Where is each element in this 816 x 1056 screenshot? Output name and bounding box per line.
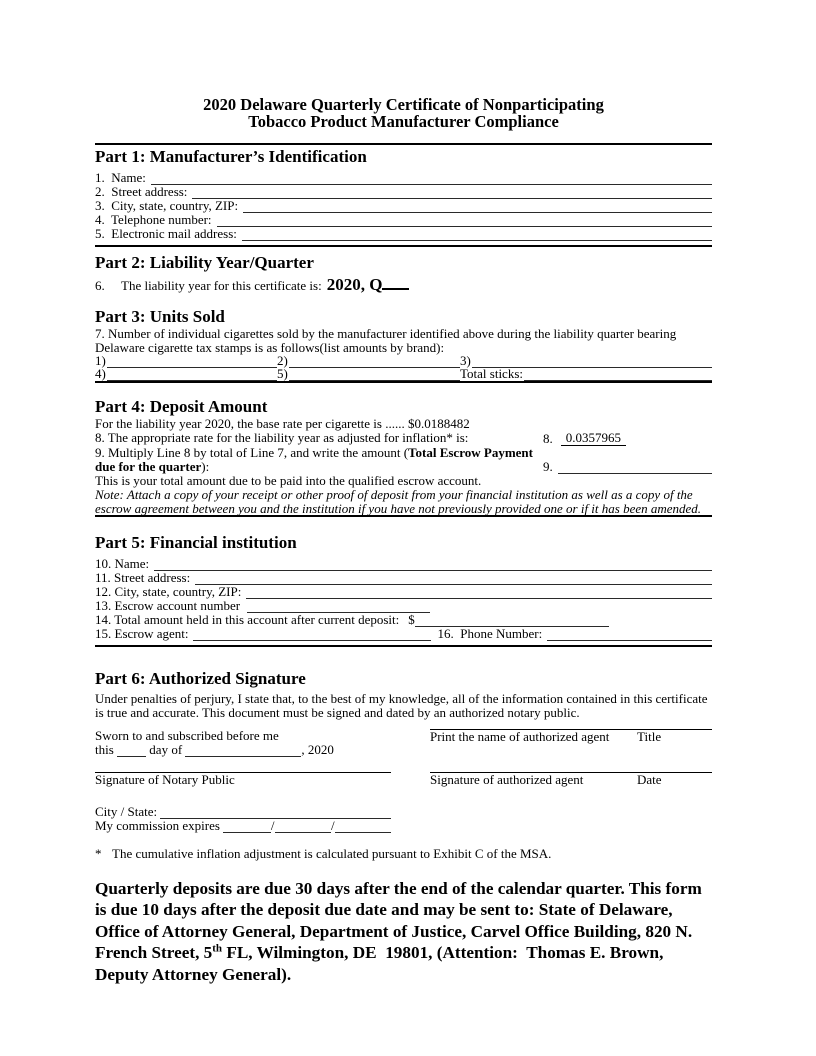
city-state-line <box>95 805 391 819</box>
total-due-line: This is your total amount due to be paid into the qualified escrow account. <box>95 473 482 488</box>
sworn-this-label: this <box>95 742 118 757</box>
mailing-instructions <box>95 878 712 986</box>
city-state-zip-field[interactable] <box>243 200 712 213</box>
field-row-street <box>95 185 712 199</box>
liability-year-row <box>95 275 712 295</box>
name-label: 1. Name: <box>95 170 146 185</box>
bank-name-label: 10. Name: <box>95 556 150 571</box>
line9-answer <box>543 460 712 474</box>
field-row-escrow-account <box>95 599 712 613</box>
field-row-bank-street <box>95 571 712 585</box>
email-label: 5. Electronic mail address: <box>95 226 237 241</box>
brand-3-label: 3) <box>460 353 471 368</box>
street-address-field[interactable] <box>192 186 712 199</box>
section-divider-1 <box>95 143 712 145</box>
part6-heading: Part 6: Authorized Signature <box>95 669 306 688</box>
brand-5-field[interactable] <box>289 368 460 381</box>
line6-number: 6. <box>95 278 105 293</box>
bank-street-label: 11. Street address: <box>95 570 191 585</box>
slash-2: / <box>330 818 335 833</box>
footnote-text: The cumulative inflation adjustment is calculated pursuant to Exhibit C of the MSA. <box>112 846 552 861</box>
base-rate-line: For the liability year 2020, the base rate per cigarette is ...... $0.0188482 <box>95 416 470 431</box>
spacer <box>95 757 391 772</box>
escrow-agent-field[interactable] <box>193 628 431 641</box>
mailing-instructions-text: Quarterly deposits are due 30 days after the end of the calendar quarter. This form is due 10 days after the deposit due date and may be sent to: State of Delaware, Office of Attorney General, Department of Justice, Carvel Office Building, 820 N. French Street, 5 <box>95 878 707 962</box>
units-sold-instructions: 7. Number of individual cigarettes sold by the manufacturer identified above during the liability quarter bearing Delaware cigarette tax stamps is as follows(list amounts by brand): <box>95 326 677 355</box>
print-name-label: Print the name of authorized agent <box>430 729 610 744</box>
quarter-field[interactable] <box>382 275 409 290</box>
phone-number-field[interactable] <box>547 628 712 641</box>
line9-text <box>95 446 543 474</box>
brand-5-label: 5) <box>277 366 288 381</box>
line9-text-bold: Total Escrow Payment due for the quarter <box>95 445 533 474</box>
part1-fields <box>95 171 712 241</box>
liability-year-text: The liability year for this certificate is: <box>121 278 322 293</box>
commission-day-field[interactable] <box>275 821 331 833</box>
brand-1-label: 1) <box>95 353 106 368</box>
part1-heading: Part 1: Manufacturer’s Identification <box>95 147 367 166</box>
date-label: Date <box>637 772 662 787</box>
commission-expires-line <box>95 819 391 833</box>
notary-column <box>95 729 391 833</box>
footnote-asterisk: * <box>95 846 102 861</box>
field-row-total-held <box>95 613 712 627</box>
line9-number: 9. <box>543 459 553 474</box>
commission-month-field[interactable] <box>223 821 271 833</box>
part4-heading: Part 4: Deposit Amount <box>95 397 268 416</box>
title-label: Title <box>637 729 662 744</box>
section-divider-5 <box>95 645 712 647</box>
brand-2-cell <box>277 354 460 368</box>
brand-4-cell <box>95 367 277 381</box>
ordinal-superscript: th <box>212 942 223 955</box>
field-row-phone <box>95 213 712 227</box>
street-address-label: 2. Street address: <box>95 184 188 199</box>
spacer <box>95 787 391 805</box>
total-held-label: 14. Total amount held in this account after current deposit: <box>95 612 400 627</box>
sworn-year-label: , 2020 <box>301 742 334 757</box>
field-row-bank-name <box>95 557 712 571</box>
escrow-payment-field[interactable] <box>558 461 712 474</box>
commission-year-field[interactable] <box>335 821 391 833</box>
brand-1-cell <box>95 354 277 368</box>
deposit-note: Note: Attach a copy of your receipt or other proof of deposit from your financial institution as well as a copy of the escrow agreement between you and the institution if you have not previously provided one or if it has been amended. <box>95 487 702 516</box>
bank-street-field[interactable] <box>195 572 712 585</box>
brand-2-label: 2) <box>277 353 288 368</box>
spacer <box>430 744 712 772</box>
agent-column <box>430 729 712 833</box>
agent-signature-label: Signature of authorized agent <box>430 772 584 787</box>
sworn-line: Sworn to and subscribed before me <box>95 728 279 743</box>
form-title-line2: Tobacco Product Manufacturer Compliance <box>248 112 559 131</box>
sworn-date-line <box>95 743 391 757</box>
total-sticks-field[interactable] <box>524 368 712 381</box>
currency-symbol: $ <box>408 612 415 627</box>
part5-fields <box>95 557 712 641</box>
form-title-line1: 2020 Delaware Quarterly Certificate of Nonparticipating <box>203 95 604 114</box>
line9-text-post: ): <box>201 459 210 474</box>
part3-heading: Part 3: Units Sold <box>95 307 225 326</box>
field-row-name <box>95 171 712 185</box>
line8-row <box>95 431 712 446</box>
slash-1: / <box>270 818 275 833</box>
escrow-agent-label: 15. Escrow agent: <box>95 626 189 641</box>
bank-city-label: 12. City, state, country, ZIP: <box>95 584 242 599</box>
inflation-rate-value: 0.0357965 <box>561 431 626 446</box>
line8-text: 8. The appropriate rate for the liability year as adjusted for inflation* is: <box>95 430 469 445</box>
form-title <box>95 96 712 130</box>
mailing-instructions-text-2: FL, Wilmington, DE 19801, (Attention: Thomas E. Brown, Deputy Attorney General). <box>95 943 668 984</box>
phone-number-label: 16. Phone Number: <box>437 626 543 641</box>
bank-name-field[interactable] <box>154 558 712 571</box>
section-divider-3 <box>95 381 712 383</box>
liability-year-value: 2020, Q <box>326 275 383 294</box>
notary-signature-label: Signature of Notary Public <box>95 772 235 787</box>
line8-number: 8. <box>543 431 553 446</box>
total-sticks-cell <box>460 367 712 381</box>
bank-city-field[interactable] <box>246 586 712 599</box>
email-field[interactable] <box>242 228 712 241</box>
line8-answer <box>543 431 712 446</box>
city-state-zip-label: 3. City, state, country, ZIP: <box>95 198 239 213</box>
msa-footnote <box>95 847 712 861</box>
brand-5-cell <box>277 367 460 381</box>
escrow-account-label: 13. Escrow account number <box>95 598 241 613</box>
agent-signature-label-row <box>430 773 712 787</box>
city-state-label: City / State: <box>95 804 161 819</box>
day-field[interactable] <box>117 745 146 757</box>
part2-heading: Part 2: Liability Year/Quarter <box>95 253 314 272</box>
line9-text-pre: 9. Multiply Line 8 by total of Line 7, and write the amount ( <box>95 445 409 460</box>
print-name-label-row <box>430 730 712 744</box>
telephone-label: 4. Telephone number: <box>95 212 212 227</box>
month-field[interactable] <box>185 745 301 757</box>
line9-row <box>95 446 712 474</box>
commission-label: My commission expires <box>95 818 224 833</box>
brand-4-label: 4) <box>95 366 106 381</box>
perjury-statement: Under penalties of perjury, I state that, to the best of my knowledge, all of the information contained in this certificate is true and accurate. This document must be signed and dated by an authorized notary public. <box>95 691 708 720</box>
brands-row-2 <box>95 368 712 381</box>
field-row-bank-city <box>95 585 712 599</box>
name-field[interactable] <box>151 172 712 185</box>
sworn-dayof-label: day of <box>146 742 186 757</box>
field-row-city <box>95 199 712 213</box>
section-divider-2 <box>95 245 712 247</box>
field-row-escrow-agent <box>95 627 712 641</box>
total-sticks-label: Total sticks: <box>460 366 524 381</box>
telephone-field[interactable] <box>217 214 712 227</box>
field-row-email <box>95 227 712 241</box>
brand-4-field[interactable] <box>107 368 277 381</box>
signature-columns <box>95 729 712 833</box>
part5-heading: Part 5: Financial institution <box>95 533 297 552</box>
